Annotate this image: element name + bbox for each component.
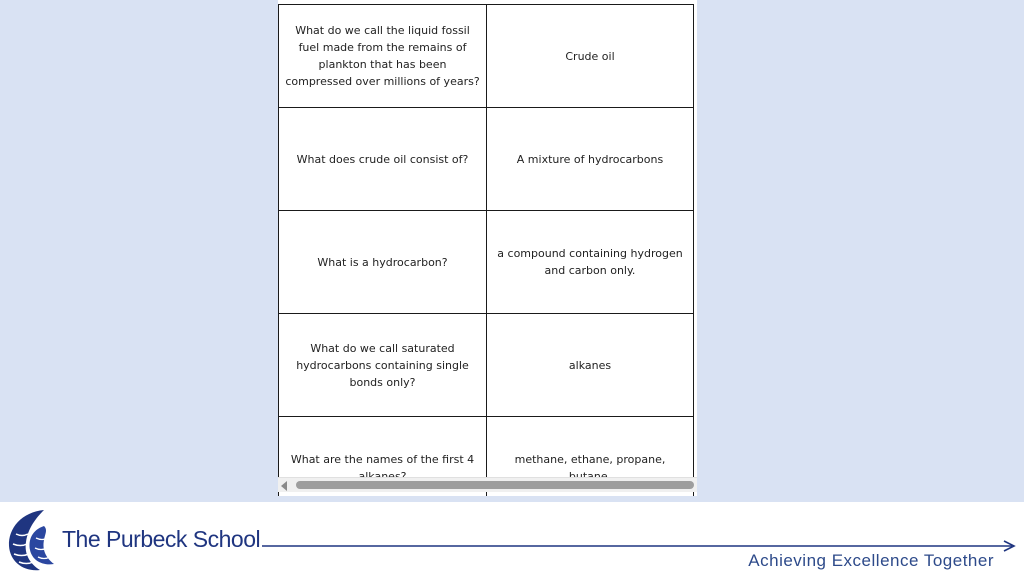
answer-cell: Crude oil bbox=[487, 5, 694, 108]
shell-logo-icon bbox=[4, 506, 60, 572]
answer-cell: a compound containing hydrogen and carbon only. bbox=[487, 211, 694, 314]
scroll-left-arrow-icon[interactable] bbox=[281, 481, 287, 491]
question-cell: What are the names of the first 4 bbox=[279, 417, 487, 497]
question-cell: What do we call the liquid fossil fuel made from the remains of plankton that has been compressed over millions of years? bbox=[279, 5, 487, 108]
question-cell: What is a hydrocarbon? bbox=[279, 211, 487, 314]
table-row bbox=[279, 211, 694, 314]
tagline: Achieving Excellence Together bbox=[748, 551, 994, 570]
answer-cell: A mixture of hydrocarbons bbox=[487, 108, 694, 211]
question-answer-table bbox=[278, 4, 694, 496]
horizontal-scrollbar[interactable] bbox=[278, 477, 697, 492]
table-row bbox=[279, 314, 694, 417]
scroll-thumb[interactable] bbox=[296, 481, 694, 489]
table-row bbox=[279, 5, 694, 108]
answer-cell: methane, ethane, propane, bbox=[487, 417, 694, 497]
footer-banner bbox=[0, 502, 1024, 576]
question-cell: What do we call saturated hydrocarbons containing single bonds only? bbox=[279, 314, 487, 417]
answer-cell: alkanes bbox=[487, 314, 694, 417]
document-panel bbox=[278, 0, 697, 496]
school-name: The Purbeck School bbox=[62, 526, 261, 552]
question-cell: What does crude oil consist of? bbox=[279, 108, 487, 211]
table-row bbox=[279, 108, 694, 211]
